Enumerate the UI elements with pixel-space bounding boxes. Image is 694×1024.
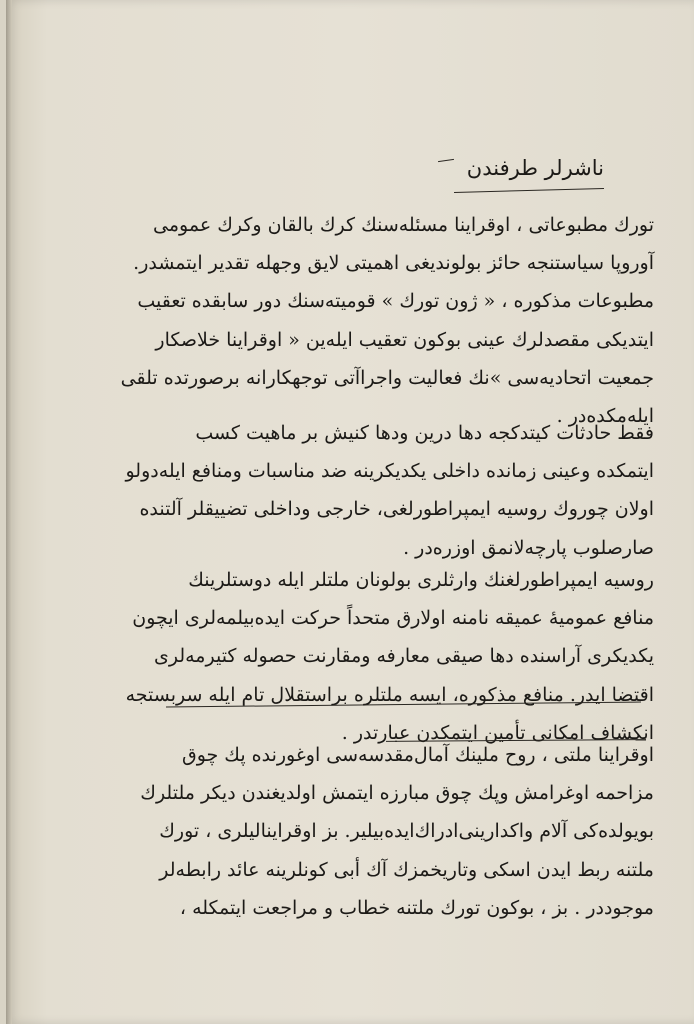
paragraph-1 xyxy=(36,206,654,435)
paragraph-4 xyxy=(36,736,654,927)
paragraph-3 xyxy=(36,561,654,752)
text-line: ملتنه ربط ایدن اسكی وتاریخمزك آك أبی كونلرینه عائد رابطه‌لر xyxy=(159,858,654,881)
text-line: یكدیكری آراسنده دها صیقی معارفه ومقارنت حصوله كتیرمه‌لری xyxy=(153,645,654,668)
text-line: روسیه ایمپراطورلغنك وارثلری بولونان ملتلر ایله دوستلرینك xyxy=(188,569,654,591)
header-tick-mark xyxy=(438,159,454,162)
text-line: ایتدیكی مقصدلرك عینی بوكون تعقیب ایله‌ین « اوقراینا خلاصكار xyxy=(155,328,654,351)
text-line: مزاحمه اوغرامش وپك چوق مبارزه ایتمش اولدیغندن دیكر ملتلرك xyxy=(140,782,654,805)
text-line: بویولده‌كی آلام واكدارینی‌ادراك‌ایده‌بیلیر. بز اوقرایناليلری ، تورك xyxy=(159,820,654,843)
text-line: ایله‌مكده‌در . xyxy=(556,405,654,428)
text-line: صارصلوب پارچه‌لانمق اوزره‌در . xyxy=(403,536,654,559)
text-line: موجوددر . بز ، بوكون تورك ملتنه خطاب و مراجعت ایتمكله ، xyxy=(179,896,654,919)
text-line: انكشاف امكانی تأمین ایتمكدن عبارتدر . xyxy=(341,721,654,744)
header-title: ناشرلر طرفندن xyxy=(466,156,604,180)
book-page xyxy=(6,0,694,1024)
text-line: تورك مطبوعاتی ، اوقراینا مسئله‌سنك كرك بالقان وكرك عمومی xyxy=(153,214,654,236)
text-line: اقتضا ایدر. منافع مذكوره، ایسه ملتلره براستقلال تام ایله سربستجه xyxy=(125,683,654,706)
text-line: ایتمكده وعینی زمانده داخلی یكدیكرینه ضد مناسبات ومنافع ایله‌دولو xyxy=(125,460,654,483)
paragraph-2 xyxy=(36,414,654,567)
text-line: اوقراینا ملتی ، روح ملینك آمال‌مقدسه‌سی اوغورنده پك چوق xyxy=(181,744,654,766)
text-line: فقط حادثات كیتدكجه دها درین ودها كنیش بر ماهیت كسب xyxy=(195,422,654,444)
section-header xyxy=(344,152,604,200)
page-gutter xyxy=(6,0,12,1024)
text-line: اولان چوروك روسیه ایمپراطورلغی، خارجی وداخلی تضییقلر آلتنده xyxy=(139,498,654,521)
header-underline xyxy=(454,188,604,193)
text-line: آوروپا سیاستنجه حائز بولوندیغی اهمیتی لایق وجهله تقدیر ایتمشدر. xyxy=(133,252,654,275)
text-line: منافع عمومیهٔ عمیقه نامنه اولارق متحداً حركت ایده‌بیلمه‌لری ایچون xyxy=(132,607,654,630)
text-line: جمعیت اتحادیه‌سی »نك فعالیت واجراآتی توجهكارانه برصورتده تلقی xyxy=(120,366,654,389)
text-line: مطبوعات مذكوره ، « ژون تورك » قومیته‌سنك دور سابقده تعقیب xyxy=(137,290,654,313)
